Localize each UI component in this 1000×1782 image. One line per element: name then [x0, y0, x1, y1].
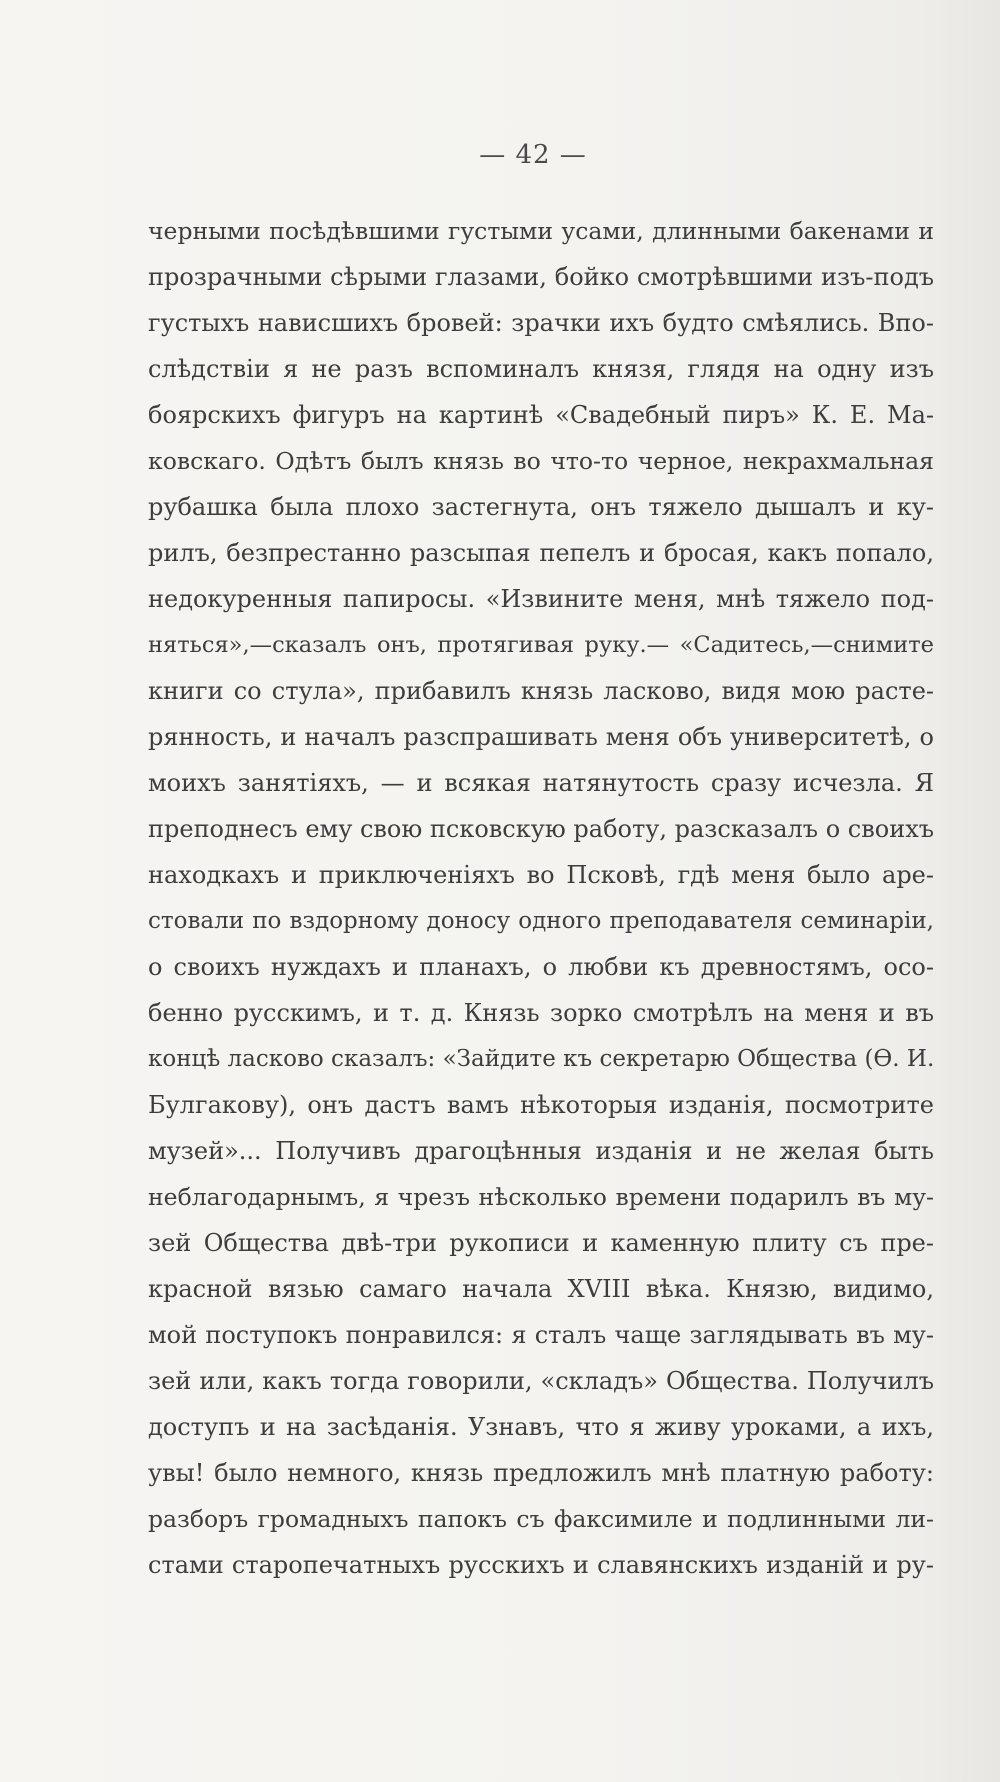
- text-line: неблагодарнымъ, я чрезъ нѣсколько времени подарилъ въ му-: [148, 1183, 934, 1211]
- text-line: зей Общества двѣ-три рукописи и каменную плиту съ пре-: [148, 1229, 934, 1257]
- text-line: Булгакову), онъ дастъ вамъ нѣкоторыя изданія, посмотрите: [148, 1091, 934, 1119]
- text-line: преподнесъ ему свою псковскую работу, разсказалъ о своихъ: [148, 815, 934, 843]
- text-line: моихъ занятіяхъ, — и всякая натянутость сразу исчезла. Я: [148, 769, 934, 797]
- page-number: — 42 —: [479, 140, 587, 170]
- text-line: густыхъ нависшихъ бровей: зрачки ихъ будто смѣялись. Впо-: [148, 309, 934, 337]
- text-line: концѣ ласково сказалъ: «Зайдите къ секретарю Общества (Ѳ. И.: [148, 1046, 934, 1072]
- text-line: разборъ громадныхъ папокъ съ факсимиле и подлинными ли-: [148, 1505, 934, 1533]
- text-line: рубашка была плохо застегнута, онъ тяжело дышалъ и ку-: [148, 493, 934, 521]
- text-line: слѣдствіи я не разъ вспоминалъ князя, глядя на одну изъ: [148, 355, 934, 383]
- text-line: няться»,—сказалъ онъ, протягивая руку.— «Садитесь,—снимите: [148, 632, 934, 658]
- text-line: черными посѣдѣвшими густыми усами, длинными бакенами и: [148, 217, 934, 245]
- text-line: стовали по вздорному доносу одного преподавателя семинаріи,: [148, 908, 934, 934]
- text-line: находкахъ и приключеніяхъ во Псковѣ, гдѣ меня было аре-: [148, 861, 934, 889]
- text-line: музей»... Получивъ драгоцѣнныя изданія и не желая быть: [148, 1137, 934, 1165]
- text-line: мой поступокъ понравился: я сталъ чаще заглядывать въ му-: [148, 1321, 934, 1349]
- text-line: рилъ, безпрестанно разсыпая пепелъ и бросая, какъ попало,: [148, 539, 934, 567]
- text-line: боярскихъ фигуръ на картинѣ «Свадебный пиръ» К. Е. Ма-: [148, 401, 934, 429]
- text-line: доступъ и на засѣданія. Узнавъ, что я живу уроками, а ихъ,: [148, 1413, 934, 1441]
- text-line: прозрачными сѣрыми глазами, бойко смотрѣвшими изъ-подъ: [148, 263, 934, 291]
- text-line: бенно русскимъ, и т. д. Князь зорко смотрѣлъ на меня и въ: [148, 999, 934, 1027]
- text-line: красной вязью самаго начала XVIII вѣка. Князю, видимо,: [148, 1275, 934, 1303]
- text-line: книги со стула», прибавилъ князь ласково, видя мою расте-: [148, 677, 934, 705]
- text-line: о своихъ нуждахъ и планахъ, о любви къ древностямъ, осо-: [148, 953, 934, 981]
- text-line: рянность, и началъ разспрашивать меня объ университетѣ, о: [148, 723, 934, 751]
- text-line: зей или, какъ тогда говорили, «складъ» Общества. Получилъ: [148, 1367, 934, 1395]
- body-text: [148, 208, 934, 1588]
- text-line: ковскаго. Одѣтъ былъ князь во что-то черное, некрахмальная: [148, 447, 934, 475]
- text-line: недокуренныя папиросы. «Извините меня, мнѣ тяжело под-: [148, 585, 934, 613]
- text-line: стами старопечатныхъ русскихъ и славянскихъ изданій и ру-: [148, 1551, 934, 1579]
- text-line: увы! было немного, князь предложилъ мнѣ платную работу:: [148, 1459, 934, 1487]
